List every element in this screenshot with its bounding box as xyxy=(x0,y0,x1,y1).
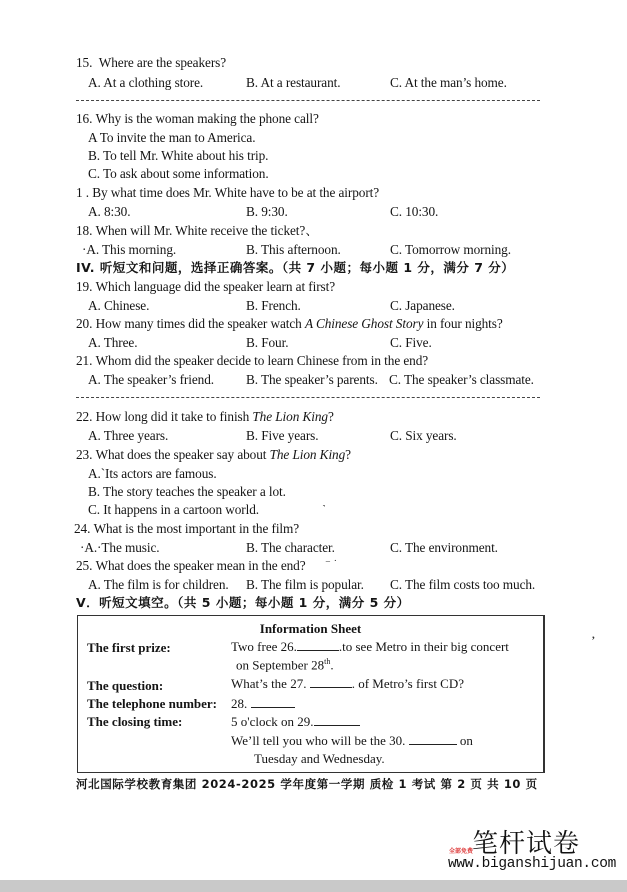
film-title: A Chinese Ghost Story xyxy=(304,316,424,331)
option-b: B. Five years. xyxy=(246,428,319,443)
value-text: Two free 26. xyxy=(231,639,297,654)
option-a: A. Chinese. xyxy=(88,298,150,313)
question-number: 22. xyxy=(76,409,93,424)
film-title: The Lion King xyxy=(252,409,328,424)
telephone-label: The telephone number: xyxy=(87,696,217,711)
option-c: C. The film costs too much. xyxy=(390,577,536,592)
question-20 xyxy=(76,316,503,332)
question-text: What is the most important in the film? xyxy=(93,521,300,536)
option-c: C. At the man’s home. xyxy=(390,75,507,90)
question-value xyxy=(231,676,464,692)
option-b: B. The story teaches the speaker a lot. xyxy=(88,484,286,499)
scan-mark: ⁻ ˙ xyxy=(325,558,338,570)
dashed-divider xyxy=(76,397,540,398)
question-text: How many times did the speaker watch xyxy=(95,316,305,331)
question-23 xyxy=(76,447,351,463)
question-number: 1 . xyxy=(76,185,89,200)
blank-29[interactable] xyxy=(314,715,360,726)
option-c: C. Tomorrow morning. xyxy=(390,242,511,257)
option-b: B. This afternoon. xyxy=(246,242,341,257)
question-text-end: ? xyxy=(327,409,334,424)
question-text-end: ? xyxy=(345,447,351,462)
watermark-url[interactable]: www.biganshijuan.com xyxy=(448,856,617,872)
blank-26[interactable] xyxy=(297,640,339,651)
closing-time-label: The closing time: xyxy=(87,714,183,729)
question-text: Which language did the speaker learn at first? xyxy=(95,279,336,294)
question-22 xyxy=(76,409,334,425)
option-c: C. Five. xyxy=(390,335,432,350)
value-text: .to see Metro in their big concert xyxy=(338,639,509,654)
question-24 xyxy=(74,521,299,537)
question-number: 16. xyxy=(76,111,93,126)
question-text: How long did it take to finish xyxy=(95,409,253,424)
option-a: A To invite the man to America. xyxy=(88,130,256,145)
value-text: . xyxy=(330,657,334,673)
option-c: C. It happens in a cartoon world. xyxy=(88,502,259,517)
option-a: ·A.·The music. xyxy=(80,540,160,555)
option-c: C. 10:30. xyxy=(390,204,439,219)
question-text: Why is the woman making the phone call? xyxy=(95,111,319,126)
question-number: 21. xyxy=(76,353,93,368)
value-text: . of Metro’s first CD? xyxy=(351,676,465,691)
option-b: B. The character. xyxy=(246,540,335,555)
value-text: 28. xyxy=(231,696,248,711)
announcement-days: Tuesday and Wednesday. xyxy=(254,751,385,766)
question-text: Whom did the speaker decide to learn Chinese from in the end? xyxy=(95,353,429,368)
question-number: 25. xyxy=(76,558,93,573)
question-number: 19. xyxy=(76,279,93,294)
question-text: What does the speaker mean in the end? xyxy=(95,558,306,573)
question-label: The question: xyxy=(87,678,164,693)
question-text: Where are the speakers? xyxy=(98,55,227,70)
option-a: A. 8:30. xyxy=(88,204,131,219)
telephone-value xyxy=(231,696,295,712)
option-b: B. At a restaurant. xyxy=(246,75,341,90)
information-sheet-title: Information Sheet xyxy=(259,621,362,636)
watermark-free-tag: 全部免费 xyxy=(449,848,474,855)
option-b: B. The film is popular. xyxy=(246,577,364,592)
option-b: B. 9:30. xyxy=(246,204,288,219)
watermark-title: 笔杆试卷 xyxy=(472,829,581,859)
question-number: 24. xyxy=(74,521,91,536)
question-17 xyxy=(76,185,379,201)
dashed-divider xyxy=(76,100,540,101)
blank-27[interactable] xyxy=(310,677,352,688)
question-text: What does the speaker say about xyxy=(95,447,270,462)
blank-28[interactable] xyxy=(251,697,295,708)
question-16 xyxy=(76,111,319,127)
option-c: C. Six years. xyxy=(390,428,457,443)
ordinal-suffix: th xyxy=(324,657,331,666)
option-b: B. French. xyxy=(246,298,301,313)
scan-mark: ˺ xyxy=(322,503,326,515)
winner-announcement xyxy=(231,733,473,749)
option-c: C. Japanese. xyxy=(390,298,455,313)
option-a: A. Three. xyxy=(88,335,138,350)
question-number: 23. xyxy=(76,447,93,462)
value-text: We’ll tell you who will be the 30. xyxy=(231,733,406,748)
blank-30[interactable] xyxy=(409,734,457,745)
first-prize-label: The first prize: xyxy=(87,640,171,655)
concert-date xyxy=(236,657,334,673)
page-footer: 河北国际学校教育集团 2024-2025 学年度第一学期 质检 1 考试 第 2 页 共 10 页 xyxy=(76,777,538,791)
question-15 xyxy=(76,55,226,71)
value-text: 5 o'clock on 29. xyxy=(231,714,314,729)
option-a: A. The speaker’s friend. xyxy=(88,372,214,387)
information-sheet-table xyxy=(77,615,545,773)
question-18 xyxy=(76,223,318,239)
option-a: A. Three years. xyxy=(88,428,169,443)
scan-mark: , xyxy=(592,629,595,641)
value-text: on xyxy=(456,733,473,748)
option-b: B. To tell Mr. White about his trip. xyxy=(88,148,269,163)
value-text: on September 28 xyxy=(236,657,325,673)
section-v-heading: V．听短文填空。（共 5 小题；每小题 1 分，满分 5 分） xyxy=(76,595,410,610)
film-title: The Lion King xyxy=(269,447,346,462)
question-text-end: in four nights? xyxy=(423,316,503,331)
question-text: When will Mr. White receive the ticket?、 xyxy=(95,223,319,238)
option-a: A. At a clothing store. xyxy=(88,75,204,90)
option-a: A.`Its actors are famous. xyxy=(88,466,217,481)
option-c: C. The speaker’s classmate. xyxy=(389,372,534,387)
question-21 xyxy=(76,353,428,369)
option-c: C. The environment. xyxy=(390,540,498,555)
option-c: C. To ask about some information. xyxy=(88,166,269,181)
question-number: 20. xyxy=(76,316,93,331)
option-b: B. The speaker’s parents. xyxy=(246,372,378,387)
option-b: B. Four. xyxy=(246,335,289,350)
question-19 xyxy=(76,279,335,295)
value-text: What’s the 27. xyxy=(231,676,307,691)
option-a: ·A. This morning. xyxy=(82,242,177,257)
section-iv-heading: IV. 听短文和问题，选择正确答案。（共 7 小题；每小题 1 分，满分 7 分） xyxy=(76,260,515,275)
question-text: By what time does Mr. White have to be at the airport? xyxy=(92,185,380,200)
question-25 xyxy=(76,558,306,574)
question-number: 15. xyxy=(76,55,93,70)
question-number: 18. xyxy=(76,223,93,238)
closing-time-value xyxy=(231,714,360,730)
first-prize-value xyxy=(231,639,509,655)
option-a: A. The film is for children. xyxy=(88,577,229,592)
bottom-scroll-edge xyxy=(0,880,627,892)
